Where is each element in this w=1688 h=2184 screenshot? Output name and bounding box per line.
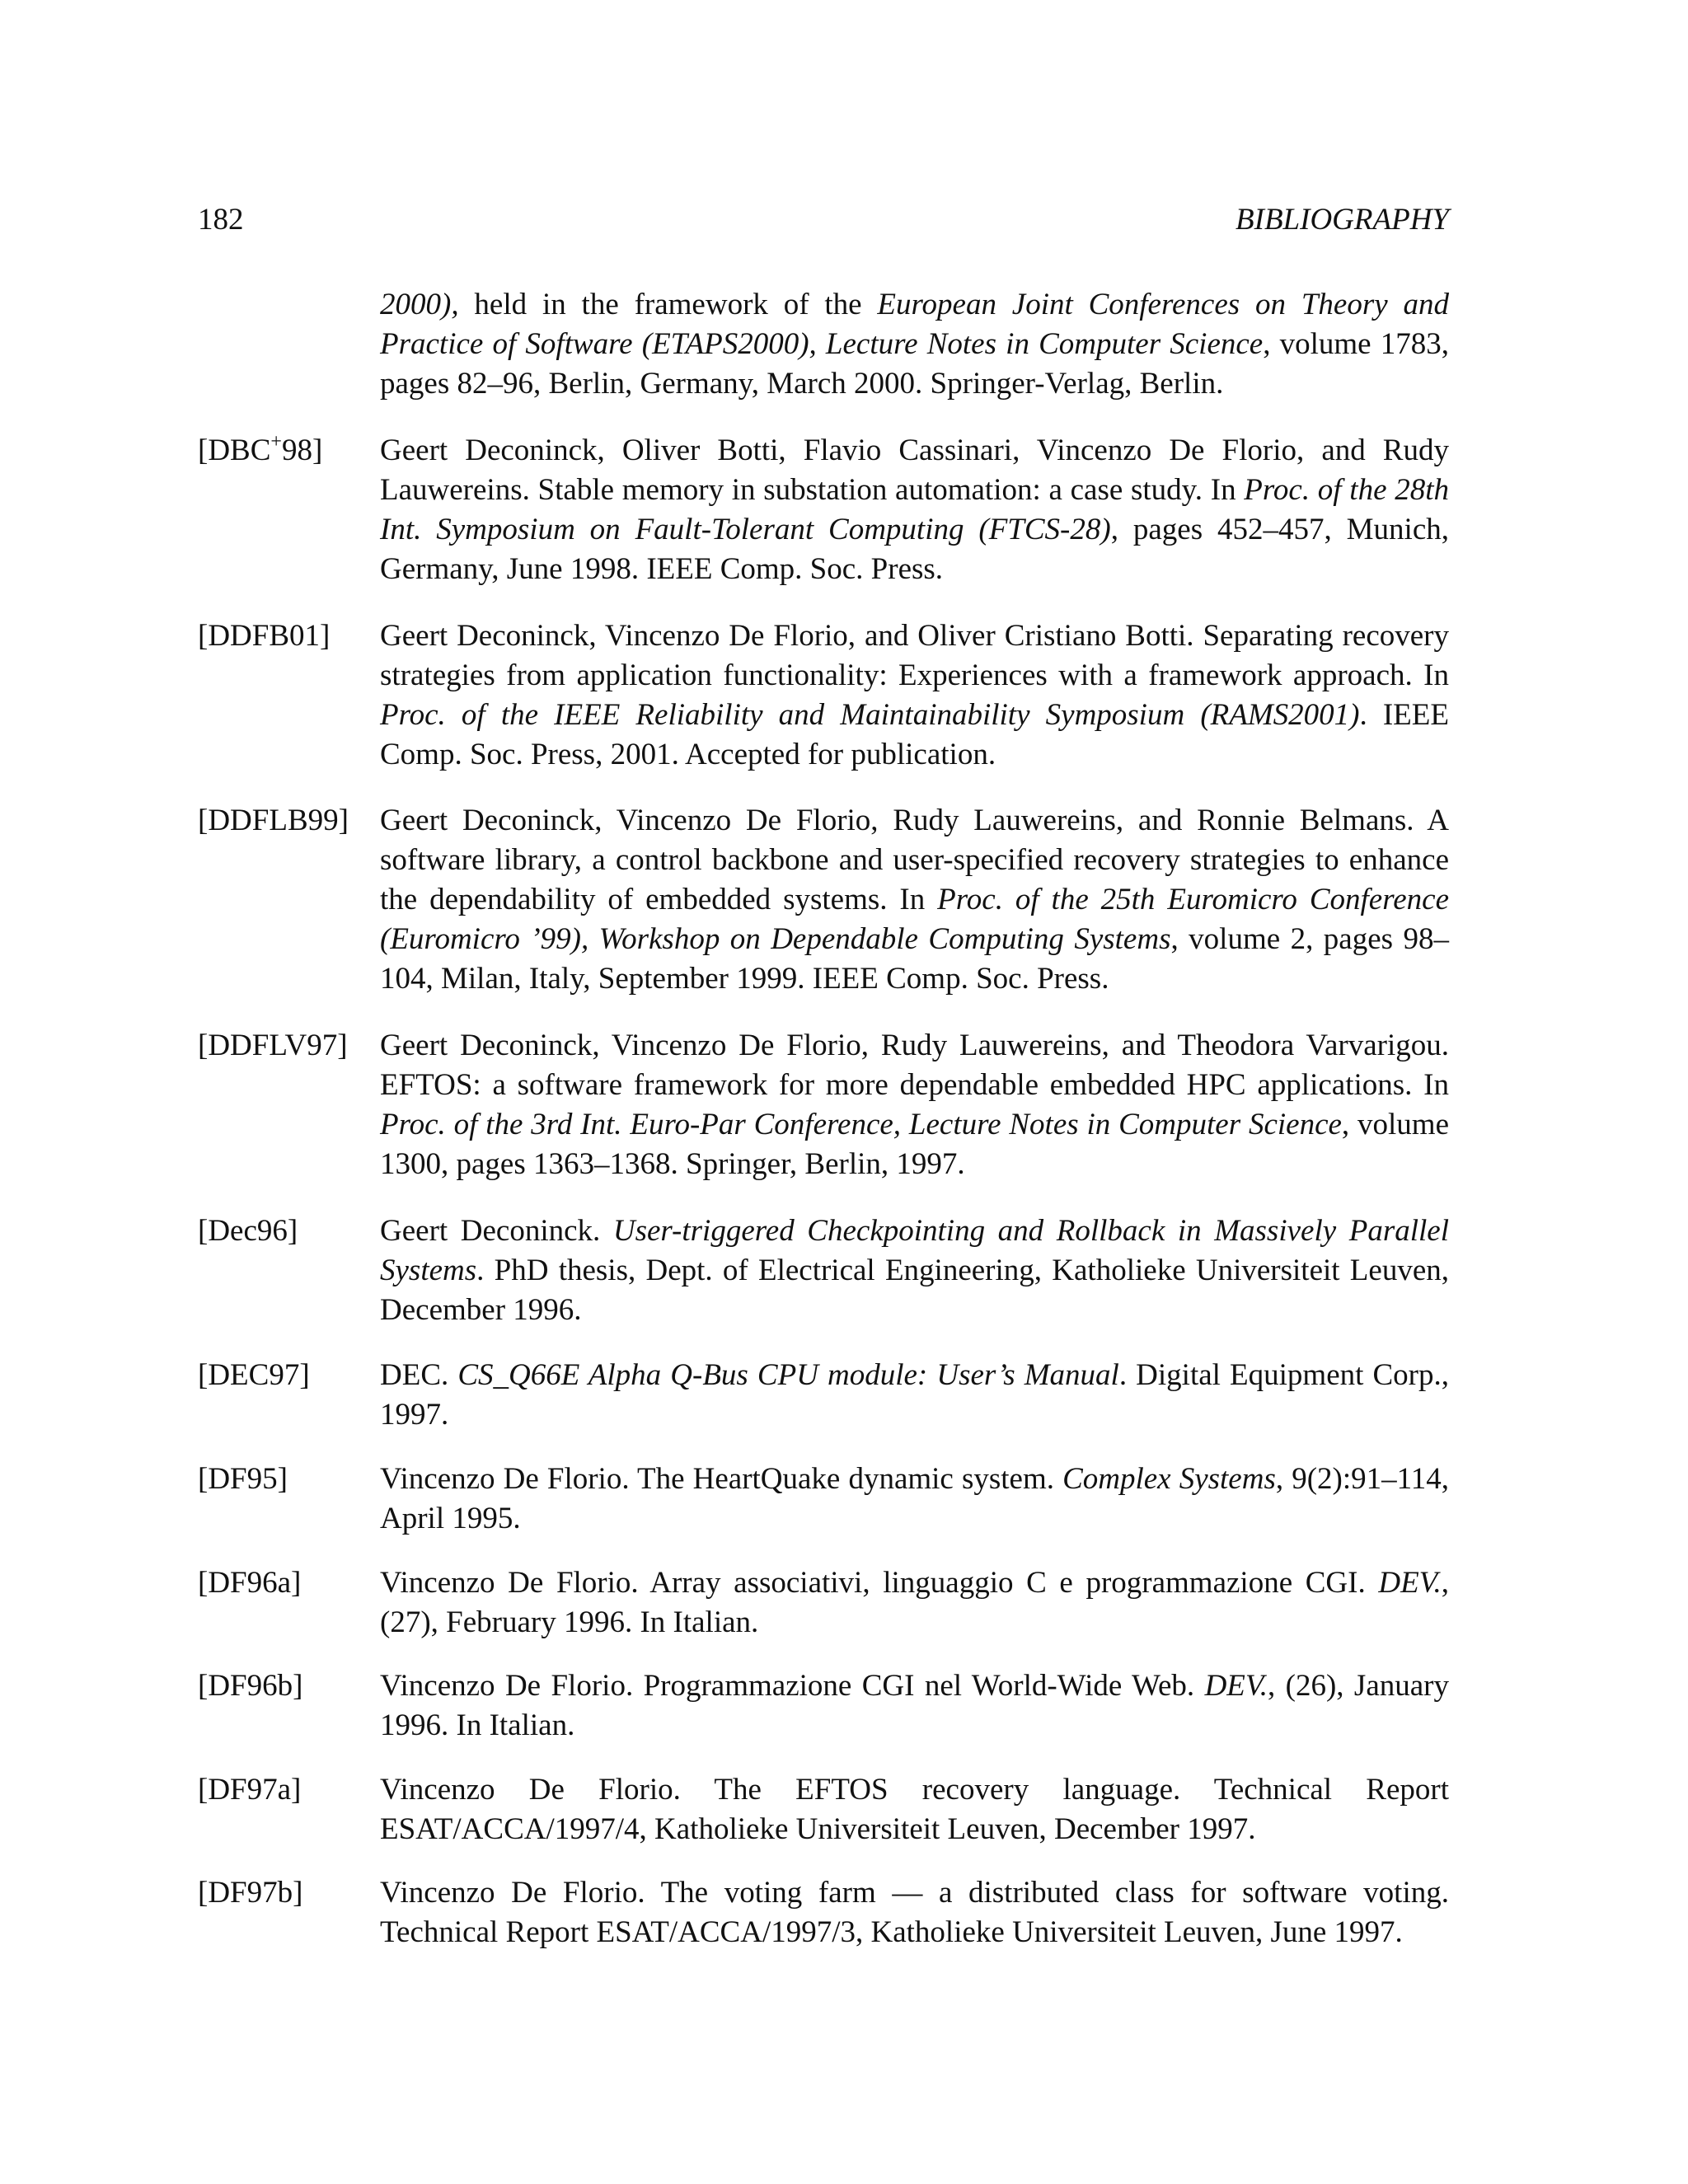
bib-text-part: Complex Systems bbox=[1062, 1462, 1276, 1496]
bib-text-part: . IEEE Comp. Soc. Press, 2001. Accepted for publication. bbox=[380, 698, 1449, 771]
bib-text bbox=[380, 1460, 1449, 1539]
bib-text-part: Proc. of the 28th Int. Symposium on Fault-Tolerant Computing (FTCS-28) bbox=[380, 473, 1449, 546]
bib-text-part: Vincenzo De Florio. The EFTOS recovery language. Technical Report ESAT/ACCA/1997/4, Katholieke Universiteit Leuven, December 1997. bbox=[380, 1773, 1449, 1846]
bib-entry-ddflv97 bbox=[198, 1026, 1449, 1184]
bib-text-part: , (27), February 1996. In Italian. bbox=[380, 1566, 1449, 1639]
bib-text-part: Vincenzo De Florio. Array associativi, linguaggio C e programmazione CGI. bbox=[380, 1566, 1379, 1600]
bib-text-part: 2000), bbox=[380, 288, 459, 321]
bib-key-main: [DBC bbox=[198, 434, 271, 467]
bib-text-part: Geert Deconinck, Vincenzo De Florio, Rudy Lauwereins, and Theodora Varvarigou. EFTOS: a software framework for more dependable embedded HPC applications. In bbox=[380, 1029, 1449, 1102]
bib-key: [DF96a] bbox=[198, 1566, 302, 1600]
bib-text-part: , volume 1300, pages 1363–1368. Springer, Berlin, 1997. bbox=[380, 1108, 1449, 1181]
bib-text-part: , pages 452–457, Munich, Germany, June 1998. IEEE Comp. Soc. Press. bbox=[380, 513, 1449, 586]
bib-text-part: . PhD thesis, Dept. of Electrical Engineering, Katholieke Universiteit Leuven, December 1996. bbox=[380, 1254, 1449, 1327]
bib-text bbox=[380, 285, 1449, 404]
bib-key bbox=[198, 431, 322, 471]
bib-text-part: Geert Deconinck, Oliver Botti, Flavio Cassinari, Vincenzo De Florio, and Rudy Lauwereins. Stable memory in substation automation: a case study. In bbox=[380, 434, 1449, 507]
bib-key: [DF97b] bbox=[198, 1876, 303, 1910]
bib-text-part: European Joint Conferences on Theory and Practice of Software (ETAPS2000), Lecture Notes in Computer Science bbox=[380, 288, 1449, 361]
bib-text-part: Geert Deconinck. bbox=[380, 1214, 613, 1248]
bib-key: [DEC97] bbox=[198, 1358, 310, 1392]
bib-text-part: held in the framework of the bbox=[458, 288, 878, 321]
bib-entry-ddflb99 bbox=[198, 801, 1449, 999]
bib-text bbox=[380, 1770, 1449, 1849]
bib-text-part: , volume 2, pages 98–104, Milan, Italy, September 1999. IEEE Comp. Soc. Press. bbox=[380, 922, 1449, 996]
bib-key: [DF95] bbox=[198, 1462, 288, 1496]
bib-text-part: Vincenzo De Florio. Programmazione CGI nel World-Wide Web. bbox=[380, 1669, 1205, 1703]
bib-entry-dbc98 bbox=[198, 431, 1449, 589]
bib-text-part: DEC. bbox=[380, 1358, 458, 1392]
bib-text-part: , volume 1783, pages 82–96, Berlin, Germany, March 2000. Springer-Verlag, Berlin. bbox=[380, 327, 1450, 401]
bib-text-part: Vincenzo De Florio. The HeartQuake dynamic system. bbox=[380, 1462, 1063, 1496]
bib-key: [DDFLV97] bbox=[198, 1029, 348, 1062]
bib-text bbox=[380, 1026, 1449, 1184]
bib-text-part: DEV. bbox=[1204, 1669, 1268, 1703]
running-head bbox=[198, 199, 1449, 241]
bib-text-part: DEV. bbox=[1378, 1566, 1442, 1600]
bib-key: [Dec96] bbox=[198, 1214, 298, 1248]
bib-entry-df95 bbox=[198, 1460, 1449, 1539]
bib-text-part: CS_Q66E Alpha Q-Bus CPU module: User’s Manual bbox=[457, 1358, 1119, 1392]
bib-text-part: Proc. of the IEEE Reliability and Maintainability Symposium (RAMS2001) bbox=[380, 698, 1360, 732]
bib-text-part: Proc. of the 3rd Int. Euro-Par Conference, Lecture Notes in Computer Science bbox=[380, 1108, 1342, 1141]
bib-entry-ddfb01 bbox=[198, 616, 1449, 775]
bib-text-part: User-triggered Checkpointing and Rollback in Massively Parallel Systems bbox=[380, 1214, 1449, 1287]
section-title: BIBLIOGRAPHY bbox=[1236, 203, 1449, 237]
bib-text bbox=[380, 1563, 1449, 1643]
bib-entry-df97a bbox=[198, 1770, 1449, 1849]
bib-text bbox=[380, 1356, 1449, 1435]
bib-text-part: . Digital Equipment Corp., 1997. bbox=[380, 1358, 1450, 1432]
bib-text bbox=[380, 1873, 1449, 1952]
bib-entry-dec96 bbox=[198, 1212, 1449, 1330]
bib-key: [DDFB01] bbox=[198, 619, 331, 653]
bib-text-part: Vincenzo De Florio. The voting farm — a distributed class for software voting. Technical Report ESAT/ACCA/1997/3, Katholieke Universiteit Leuven, June 1997. bbox=[380, 1876, 1449, 1949]
bib-entry-dec97 bbox=[198, 1356, 1449, 1435]
bib-entry-df96b bbox=[198, 1666, 1449, 1746]
bib-key-sup: + bbox=[270, 430, 282, 452]
bib-key: [DF96b] bbox=[198, 1669, 303, 1703]
bib-text bbox=[380, 1666, 1449, 1746]
bib-text-part: Geert Deconinck, Vincenzo De Florio, Rudy Lauwereins, and Ronnie Belmans. A software library, a control backbone and user-specified recovery strategies to enhance the dependability of embedded systems. In bbox=[380, 804, 1449, 916]
bib-text bbox=[380, 801, 1449, 999]
bib-text-part: Geert Deconinck, Vincenzo De Florio, and Oliver Cristiano Botti. Separating recovery strategies from application functionality: Experiences with a framework approach. In bbox=[380, 619, 1449, 692]
bib-key: [DDFLB99] bbox=[198, 804, 349, 837]
bib-text bbox=[380, 616, 1449, 775]
bib-text bbox=[380, 431, 1449, 589]
bib-key: [DF97a] bbox=[198, 1773, 302, 1807]
bib-text-part: Proc. of the 25th Euromicro Conference (Euromicro ’99), Workshop on Dependable Computing Systems bbox=[380, 883, 1449, 956]
bib-text-part: , 9(2):91–114, April 1995. bbox=[380, 1462, 1449, 1535]
bib-text-part: , (26), January 1996. In Italian. bbox=[380, 1669, 1449, 1742]
bib-key-suffix: 98] bbox=[281, 434, 323, 467]
bib-text bbox=[380, 1212, 1449, 1330]
bib-entry-continuation bbox=[198, 285, 1449, 404]
bib-entry-df97b bbox=[198, 1873, 1449, 1952]
page-number: 182 bbox=[198, 203, 244, 237]
bib-entry-df96a bbox=[198, 1563, 1449, 1643]
